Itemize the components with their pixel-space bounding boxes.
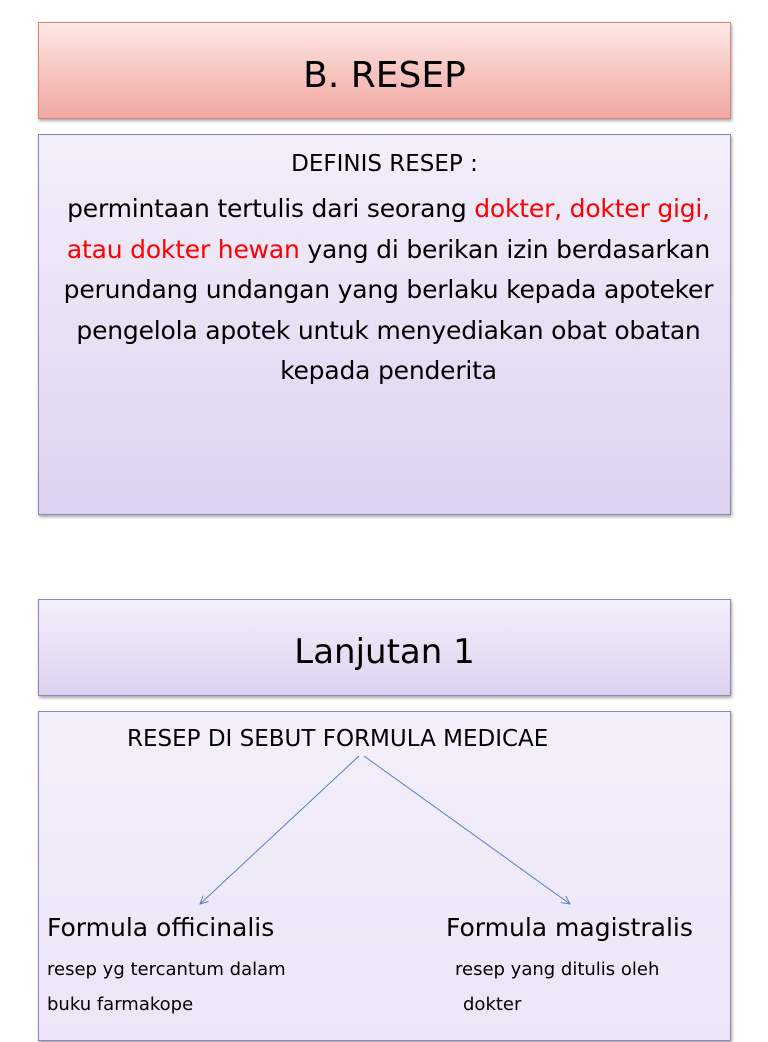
- definition-text-part2: yang di berikan izin berdasarkan perundang undangan yang berlaku kepada apoteker pengelola apotek untuk menyediakan obat obatan kepada penderita: [63, 234, 714, 385]
- definition-heading: DEFINIS RESEP :: [291, 151, 478, 177]
- right-formula-desc-line1: resep yang ditulis oleh: [455, 959, 660, 980]
- definition-box: [38, 134, 731, 515]
- arrow-left: [200, 756, 359, 904]
- definition-text-part1: permintaan tertulis dari seorang: [67, 194, 475, 223]
- formula-box: [38, 711, 731, 1041]
- formula-heading: RESEP DI SEBUT FORMULA MEDICAE: [127, 726, 549, 752]
- definition-text-highlight: dokter, dokter gigi, atau dokter hewan: [66, 194, 710, 264]
- left-formula-desc-line1: resep yg tercantum dalam: [47, 959, 286, 980]
- section-title-box: [38, 599, 731, 696]
- definition-text: [59, 189, 718, 392]
- left-formula-desc-line2: buku farmakope: [47, 994, 194, 1015]
- section-title: Lanjutan 1: [294, 632, 475, 672]
- right-formula-desc-line2: dokter: [463, 994, 522, 1015]
- slide-title-box: [38, 22, 731, 119]
- slide-title: B. RESEP: [303, 55, 466, 96]
- left-formula-title: Formula officinalis: [47, 913, 275, 942]
- right-formula-title: Formula magistralis: [446, 913, 693, 942]
- arrow-right: [364, 756, 570, 904]
